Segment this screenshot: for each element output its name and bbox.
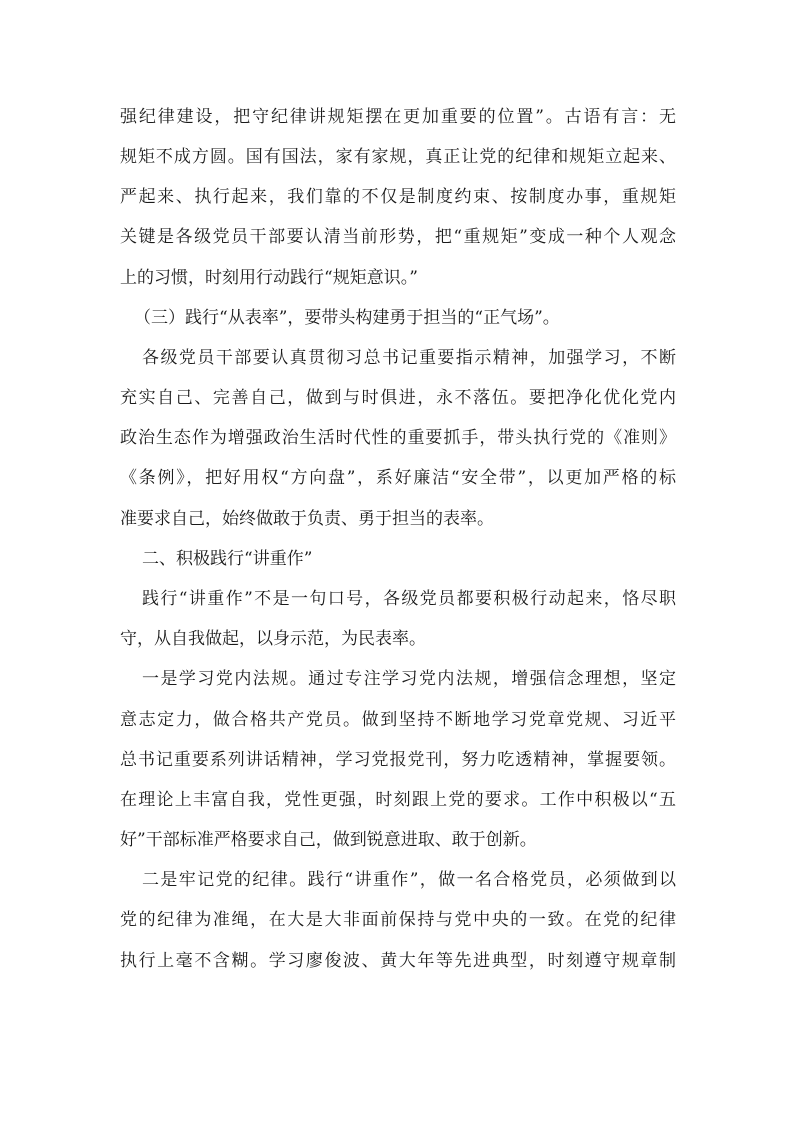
section-heading-3: （三）践行“从表率”，要带头构建勇于担当的“正气场”。 [134, 308, 560, 328]
paragraph-1-line-5: 上的习惯，时刻用行动践行“规矩意识。” [120, 268, 418, 288]
paragraph-3-line-4: 《条例》，把好用权“方向盘”，系好廉洁“安全带”，以更加严格的标 [120, 468, 676, 488]
section-heading-2: 二、积极践行“讲重作” [142, 549, 313, 569]
paragraph-5-line-2: 守，从自我做起，以身示范，为民表率。 [120, 629, 426, 649]
paragraph-6-line-2: 意志定力，做合格共产党员。做到坚持不断地学习党章党规、习近平 [120, 710, 676, 730]
paragraph-6-line-1: 一是学习党内法规。通过专注学习党内法规，增强信念理想，坚定 [142, 669, 676, 689]
paragraph-1-line-3: 严起来、执行起来，我们靠的不仅是制度约束、按制度办事，重规矩 [120, 187, 676, 207]
paragraph-7-line-1: 二是牢记党的纪律。践行“讲重作”，做一名合格党员，必须做到以 [142, 870, 676, 890]
paragraph-3-line-5: 准要求自己，始终做敢于负责、勇于担当的表率。 [120, 509, 494, 529]
paragraph-1-line-4: 关键是各级党员干部要认清当前形势，把“重规矩”变成一种个人观念 [120, 227, 676, 247]
paragraph-1-line-1: 强纪律建设，把守纪律讲规矩摆在更加重要的位置”。古语有言：无 [120, 107, 676, 127]
paragraph-7-line-2: 党的纪律为准绳，在大是大非面前保持与党中央的一致。在党的纪律 [120, 910, 676, 930]
paragraph-6-line-4: 在理论上丰富自我，党性更强，时刻跟上党的要求。工作中积极以“五 [120, 790, 676, 810]
paragraph-3-line-1: 各级党员干部要认真贯彻习总书记重要指示精神，加强学习，不断 [142, 348, 676, 368]
paragraph-3-line-3: 政治生态作为增强政治生活时代性的重要抓手，带头执行党的《准则》 [120, 428, 676, 448]
paragraph-6-line-3: 总书记重要系列讲话精神，学习党报党刊，努力吃透精神，掌握要领。 [120, 750, 676, 770]
paragraph-6-line-5: 好”干部标准严格要求自己，做到锐意进取、敢于创新。 [120, 830, 537, 850]
paragraph-7-line-3: 执行上毫不含糊。学习廖俊波、黄大年等先进典型，时刻遵守规章制 [120, 951, 676, 971]
paragraph-1-line-2: 规矩不成方圆。国有国法，家有家规，真正让党的纪律和规矩立起来、 [120, 147, 676, 167]
paragraph-5-line-1: 践行“讲重作”不是一句口号，各级党员都要积极行动起来，恪尽职 [142, 589, 676, 609]
paragraph-3-line-2: 充实自己、完善自己，做到与时俱进，永不落伍。要把净化优化党内 [120, 388, 676, 408]
